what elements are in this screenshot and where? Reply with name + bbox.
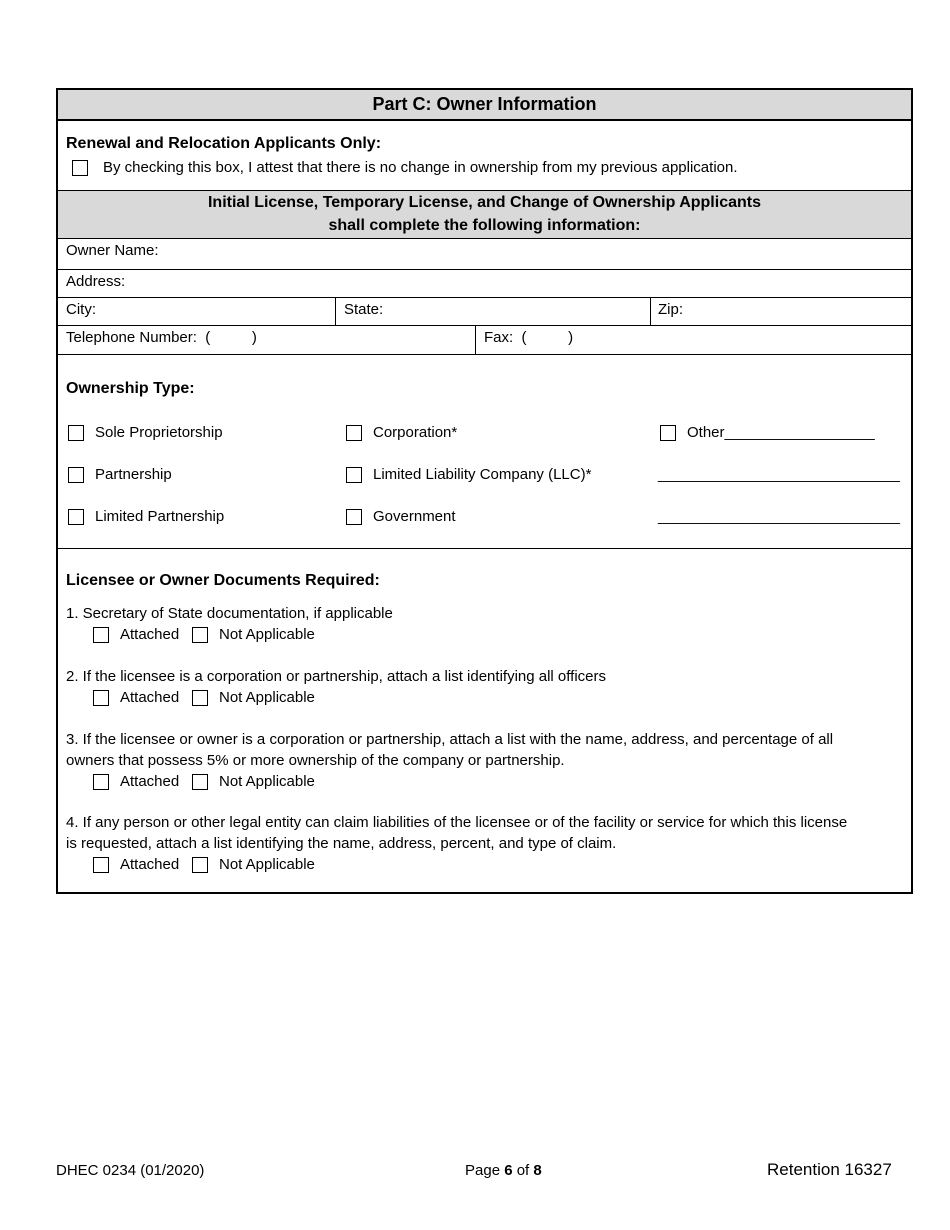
item3-attached-checkbox[interactable] <box>93 774 109 790</box>
state-label: State: <box>344 301 384 318</box>
item2-not-applicable-checkbox[interactable] <box>192 690 208 706</box>
item1-not-applicable-checkbox[interactable] <box>192 627 208 643</box>
page-current: 6 <box>504 1162 513 1179</box>
page-prefix: Page <box>465 1162 505 1179</box>
item2-attached-checkbox[interactable] <box>93 690 109 706</box>
not-applicable-label: Not Applicable <box>219 856 315 873</box>
llc-checkbox[interactable] <box>346 467 362 483</box>
corporation-checkbox[interactable] <box>346 425 362 441</box>
divider <box>58 269 911 270</box>
cell-divider <box>335 297 336 325</box>
document-item-2: 2. If the licensee is a corporation or partnership, attach a list identifying all officers <box>66 668 607 685</box>
divider <box>58 354 911 355</box>
divider <box>58 548 911 549</box>
zip-label: Zip: <box>658 301 684 318</box>
llc-label: Limited Liability Company (LLC)* <box>373 466 592 483</box>
retention-number: Retention 16327 <box>767 1160 892 1179</box>
item1-attached-checkbox[interactable] <box>93 627 109 643</box>
attached-label: Attached <box>120 773 180 790</box>
page-of: of <box>512 1162 534 1179</box>
cell-divider <box>475 325 476 354</box>
not-applicable-label: Not Applicable <box>219 773 315 790</box>
document-item-3-line1: 3. If the licensee or owner is a corporation or partnership, attach a list with the name, address, and percentage of all <box>66 731 834 748</box>
sole-proprietorship-checkbox[interactable] <box>68 425 84 441</box>
not-applicable-label: Not Applicable <box>219 626 315 643</box>
divider <box>58 238 911 239</box>
owner-name-label: Owner Name: <box>66 242 159 259</box>
fax-label: Fax: ( ) <box>484 329 574 346</box>
cell-divider <box>650 297 651 325</box>
attached-label: Attached <box>120 626 180 643</box>
initial-heading-line1: Initial License, Temporary License, and Change of Ownership Applicants <box>207 194 761 211</box>
no-change-checkbox[interactable] <box>72 160 88 176</box>
page-total: 8 <box>533 1162 542 1179</box>
divider <box>58 297 911 298</box>
part-title: Part C: Owner Information <box>372 94 597 114</box>
limited-partnership-label: Limited Partnership <box>95 508 225 525</box>
item4-attached-checkbox[interactable] <box>93 857 109 873</box>
sole-proprietorship-label: Sole Proprietorship <box>95 424 223 441</box>
renewal-heading: Renewal and Relocation Applicants Only: <box>66 135 382 152</box>
limited-partnership-checkbox[interactable] <box>68 509 84 525</box>
item4-not-applicable-checkbox[interactable] <box>192 857 208 873</box>
government-label: Government <box>373 508 456 525</box>
other-line-2[interactable]: _____________________________ <box>658 466 900 483</box>
attached-label: Attached <box>120 856 180 873</box>
form-id: DHEC 0234 (01/2020) <box>56 1162 205 1179</box>
city-label: City: <box>66 301 96 318</box>
other-label: Other__________________ <box>687 424 875 441</box>
item3-not-applicable-checkbox[interactable] <box>192 774 208 790</box>
not-applicable-label: Not Applicable <box>219 689 315 706</box>
documents-heading: Licensee or Owner Documents Required: <box>66 572 380 589</box>
document-item-4-line2: is requested, attach a list identifying the name, address, percent, and type of claim. <box>66 835 617 852</box>
initial-heading-line2: shall complete the following information: <box>328 217 641 234</box>
ownership-heading: Ownership Type: <box>66 380 195 397</box>
divider <box>58 119 911 121</box>
address-label: Address: <box>66 273 126 290</box>
partnership-label: Partnership <box>95 466 172 483</box>
page-number <box>465 1162 542 1179</box>
divider <box>58 325 911 326</box>
document-item-1: 1. Secretary of State documentation, if applicable <box>66 605 393 622</box>
other-line-3[interactable]: _____________________________ <box>658 508 900 525</box>
owner-information-form <box>56 88 913 894</box>
document-item-3-line2: owners that possess 5% or more ownership of the company or partnership. <box>66 752 565 769</box>
renewal-attest-text: By checking this box, I attest that there is no change in ownership from my previous application. <box>103 159 738 176</box>
document-item-4-line1: 4. If any person or other legal entity can claim liabilities of the licensee or of the facility or service for which this license <box>66 814 848 831</box>
attached-label: Attached <box>120 689 180 706</box>
government-checkbox[interactable] <box>346 509 362 525</box>
other-checkbox[interactable] <box>660 425 676 441</box>
corporation-label: Corporation* <box>373 424 458 441</box>
telephone-label: Telephone Number: ( ) <box>66 329 257 346</box>
partnership-checkbox[interactable] <box>68 467 84 483</box>
